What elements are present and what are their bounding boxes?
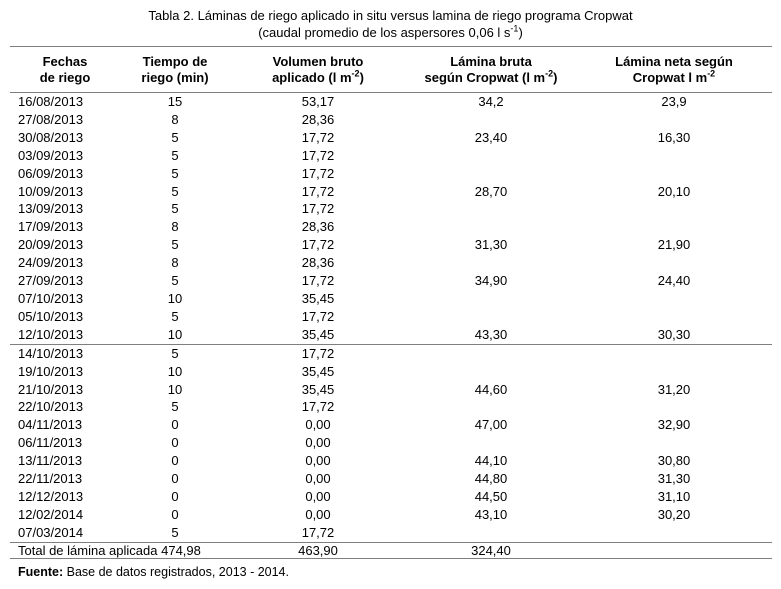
table-row <box>10 524 772 542</box>
cell-tiempo-riego: 0 <box>171 506 179 522</box>
cell-volumen-bruto: 17,72 <box>301 183 335 199</box>
cell-volumen-bruto: 0,00 <box>305 506 331 522</box>
cell-lamina-neta <box>576 308 772 326</box>
header-line: Tiempo de <box>142 54 208 69</box>
cell-fecha-de-riego: 03/09/2013 <box>18 147 84 163</box>
table-row <box>10 344 772 362</box>
header-superscript: -2 <box>351 68 360 79</box>
cell-volumen-bruto: 53,17 <box>301 94 335 109</box>
cell-lamina-neta: 16,30 <box>657 129 691 145</box>
cell-tiempo-riego: 5 <box>171 237 179 253</box>
total-lamina-bruta-value: 324,40 <box>406 542 576 558</box>
cell-fecha-de-riego: 13/09/2013 <box>18 201 84 217</box>
cell-volumen-bruto: 17,72 <box>301 524 335 540</box>
cell-lamina-neta <box>576 218 772 236</box>
cell-tiempo-riego: 10 <box>167 363 183 379</box>
cell-tiempo-riego: 5 <box>171 183 179 199</box>
irrigation-data-table <box>10 46 772 559</box>
cell-fecha-de-riego: 16/08/2013 <box>18 94 84 109</box>
table-row <box>10 416 772 434</box>
table-row <box>10 93 772 111</box>
cell-tiempo-riego: 0 <box>171 488 179 504</box>
total-tiempo-value: 474,98 <box>161 542 201 558</box>
source-note <box>18 565 289 580</box>
cell-volumen-bruto: 28,36 <box>301 111 335 127</box>
cell-tiempo-riego: 15 <box>167 94 183 109</box>
cell-fecha-de-riego: 07/03/2014 <box>18 524 84 540</box>
cell-tiempo-riego: 0 <box>171 471 179 487</box>
cell-lamina-neta <box>576 165 772 183</box>
cell-lamina-bruta: 34,2 <box>478 94 504 109</box>
cell-lamina-bruta: 43,10 <box>474 506 508 522</box>
table-row <box>10 272 772 290</box>
cell-lamina-neta <box>576 254 772 272</box>
cell-volumen-bruto: 35,45 <box>301 363 335 379</box>
cell-lamina-bruta <box>406 111 576 129</box>
cell-lamina-neta <box>576 200 772 218</box>
cell-lamina-neta <box>576 524 772 542</box>
cell-lamina-neta <box>576 111 772 129</box>
caption-line2-close: ) <box>518 25 523 40</box>
cell-fecha-de-riego: 20/09/2013 <box>18 237 84 253</box>
header-line: Fechas <box>42 54 88 69</box>
table-row <box>10 165 772 183</box>
cell-lamina-neta: 30,20 <box>657 506 691 522</box>
cell-lamina-neta <box>576 363 772 381</box>
cell-tiempo-riego: 5 <box>171 273 179 289</box>
cell-tiempo-riego: 5 <box>171 129 179 145</box>
table-row <box>10 200 772 218</box>
source-text: Base de datos registrados, 2013 - 2014. <box>63 565 289 579</box>
cell-fecha-de-riego: 05/10/2013 <box>18 308 84 324</box>
cell-lamina-bruta <box>406 524 576 542</box>
cell-tiempo-riego: 10 <box>167 381 183 397</box>
header-fechas-de-riego <box>10 47 120 93</box>
table-row <box>10 254 772 272</box>
cell-fecha-de-riego: 14/10/2013 <box>10 344 120 362</box>
table-row <box>10 129 772 147</box>
total-row <box>10 542 772 558</box>
table-row <box>10 308 772 326</box>
cell-tiempo-riego: 8 <box>171 255 179 271</box>
cell-lamina-neta: 23,9 <box>661 94 687 109</box>
cell-lamina-bruta <box>406 398 576 416</box>
cell-tiempo-riego: 5 <box>171 165 179 181</box>
table-row <box>10 111 772 129</box>
table-row <box>10 381 772 399</box>
cell-tiempo-riego: 5 <box>171 399 179 415</box>
header-lamina-neta <box>576 47 772 93</box>
cell-lamina-neta <box>576 344 772 362</box>
cell-lamina-bruta: 28,70 <box>474 183 508 199</box>
header-lamina-bruta <box>406 47 576 93</box>
cell-tiempo-riego: 8 <box>171 111 179 127</box>
cell-volumen-bruto: 0,00 <box>305 417 331 433</box>
cell-lamina-neta <box>576 398 772 416</box>
header-volumen-bruto <box>230 47 406 93</box>
total-lamina-neta-empty <box>576 542 772 558</box>
cell-lamina-neta <box>576 434 772 452</box>
cell-fecha-de-riego: 06/09/2013 <box>18 165 84 181</box>
table-caption <box>0 7 781 41</box>
cell-lamina-bruta <box>406 254 576 272</box>
cell-tiempo-riego: 5 <box>171 147 179 163</box>
table-row <box>10 290 772 308</box>
cell-volumen-bruto: 35,45 <box>301 326 335 342</box>
cell-fecha-de-riego: 24/09/2013 <box>18 255 84 271</box>
cell-volumen-bruto: 0,00 <box>305 435 331 451</box>
table-row <box>10 434 772 452</box>
cell-fecha-de-riego: 21/10/2013 <box>18 381 84 397</box>
cell-fecha-de-riego: 06/11/2013 <box>18 435 83 451</box>
header-superscript: -2 <box>545 68 554 79</box>
header-line: Cropwat l $m^{-2}$ <box>632 68 716 85</box>
cell-volumen-bruto: 17,72 <box>301 237 335 253</box>
cell-fecha-de-riego: 10/09/2013 <box>18 183 84 199</box>
cell-volumen-bruto: 17,72 <box>301 201 335 217</box>
header-superscript: -2 <box>707 68 716 79</box>
table-body <box>10 93 772 543</box>
cell-volumen-bruto: 17,72 <box>301 165 335 181</box>
cell-lamina-bruta: 43,30 <box>474 326 508 342</box>
table-row <box>10 236 772 254</box>
cell-lamina-bruta: 47,00 <box>474 417 508 433</box>
cell-volumen-bruto: 17,72 <box>301 308 335 324</box>
cell-lamina-bruta <box>406 363 576 381</box>
cell-lamina-bruta <box>406 290 576 308</box>
cell-lamina-bruta <box>406 434 576 452</box>
cell-fecha-de-riego: 07/10/2013 <box>18 290 84 306</box>
cell-volumen-bruto: 17,72 <box>301 273 335 289</box>
cell-lamina-bruta <box>406 218 576 236</box>
cell-fecha-de-riego: 22/11/2013 <box>18 471 83 487</box>
table-row <box>10 326 772 344</box>
caption-line2-text: (caudal promedio de los aspersores 0,06 l s <box>258 25 511 40</box>
cell-tiempo-riego: 0 <box>171 435 179 451</box>
cell-volumen-bruto: 35,45 <box>301 381 335 397</box>
header-line: riego (min) <box>141 69 209 85</box>
cell-lamina-bruta: 44,10 <box>474 453 508 469</box>
cell-lamina-neta <box>576 290 772 308</box>
cell-lamina-bruta <box>406 147 576 165</box>
table-row <box>10 488 772 506</box>
cell-lamina-bruta: 44,80 <box>474 471 508 487</box>
header-tiempo-de-riego <box>120 47 230 93</box>
caption-superscript: -1 <box>510 23 519 34</box>
cell-volumen-bruto: 0,00 <box>305 453 331 469</box>
cell-lamina-neta: 20,10 <box>657 183 691 199</box>
cell-fecha-de-riego: 19/10/2013 <box>18 363 84 379</box>
cell-lamina-bruta <box>406 344 576 362</box>
cell-lamina-neta: 24,40 <box>657 273 691 289</box>
cell-tiempo-riego: 5 <box>171 308 179 324</box>
cell-tiempo-riego: 0 <box>171 453 179 469</box>
cell-lamina-neta: 32,90 <box>657 417 691 433</box>
table-row <box>10 183 772 201</box>
cell-volumen-bruto: 17,72 <box>301 399 335 415</box>
cell-lamina-neta: 21,90 <box>657 237 691 253</box>
cell-tiempo-riego: 5 <box>171 201 179 217</box>
cell-fecha-de-riego: 12/10/2013 <box>18 326 84 342</box>
cell-tiempo-riego: 5 <box>120 344 230 362</box>
total-label-cell <box>10 542 230 558</box>
cell-fecha-de-riego: 27/08/2013 <box>18 111 84 127</box>
table-row <box>10 452 772 470</box>
total-volumen-value: 463,90 <box>230 542 406 558</box>
cell-volumen-bruto: 0,00 <box>305 488 331 504</box>
source-label: Fuente: <box>18 565 64 579</box>
header-line: de riego <box>39 69 91 85</box>
cell-tiempo-riego: 0 <box>171 417 179 433</box>
cell-volumen-bruto: 17,72 <box>301 147 335 163</box>
cell-fecha-de-riego: 12/02/2014 <box>18 506 84 522</box>
cell-lamina-neta: 31,30 <box>657 471 691 487</box>
cell-tiempo-riego: 8 <box>171 219 179 235</box>
table-row <box>10 470 772 488</box>
header-line: aplicado (l $m^{-2}$) <box>272 68 364 85</box>
header-line: según Cropwat (l $m^{-2}$) <box>424 68 558 85</box>
cell-tiempo-riego: 10 <box>167 326 183 342</box>
cell-lamina-bruta <box>406 200 576 218</box>
cell-lamina-bruta <box>406 308 576 326</box>
cell-lamina-neta: 31,10 <box>657 488 691 504</box>
cell-tiempo-riego: 10 <box>167 290 183 306</box>
table-row <box>10 506 772 524</box>
table-row <box>10 218 772 236</box>
cell-lamina-neta: 30,30 <box>657 326 691 342</box>
table-row <box>10 398 772 416</box>
cell-fecha-de-riego: 30/08/2013 <box>18 129 84 145</box>
cell-lamina-bruta: 31,30 <box>474 237 508 253</box>
cell-tiempo-riego: 5 <box>171 524 179 540</box>
cell-fecha-de-riego: 12/12/2013 <box>18 488 84 504</box>
table-caption-line2 <box>0 24 781 41</box>
header-line: Volumen bruto <box>272 54 364 69</box>
cell-lamina-neta <box>576 147 772 165</box>
cell-lamina-bruta: 44,50 <box>474 488 508 504</box>
header-row <box>10 47 772 93</box>
cell-lamina-neta: 31,20 <box>657 381 691 397</box>
cell-lamina-bruta: 23,40 <box>474 129 508 145</box>
cell-volumen-bruto: 28,36 <box>301 255 335 271</box>
cell-lamina-bruta <box>406 165 576 183</box>
cell-fecha-de-riego: 27/09/2013 <box>18 273 84 289</box>
cell-lamina-bruta: 44,60 <box>474 381 508 397</box>
cell-lamina-bruta: 34,90 <box>474 273 508 289</box>
cell-lamina-neta: 30,80 <box>657 453 691 469</box>
cell-volumen-bruto: 17,72 <box>301 129 335 145</box>
table-caption-line1: Tabla 2. Láminas de riego aplicado in situ versus lamina de riego programa Cropwat <box>148 8 633 23</box>
cell-volumen-bruto: 35,45 <box>301 290 335 306</box>
table-row <box>10 363 772 381</box>
header-line: Lámina neta según <box>615 54 733 69</box>
cell-fecha-de-riego: 04/11/2013 <box>18 417 83 433</box>
header-line: Lámina bruta <box>450 54 532 69</box>
cell-volumen-bruto: 28,36 <box>301 219 335 235</box>
total-label: Total de lámina aplicada <box>18 542 158 558</box>
cell-fecha-de-riego: 17/09/2013 <box>18 219 84 235</box>
cell-fecha-de-riego: 13/11/2013 <box>18 453 83 469</box>
cell-volumen-bruto: 0,00 <box>305 471 331 487</box>
table-row <box>10 147 772 165</box>
cell-fecha-de-riego: 22/10/2013 <box>18 399 84 415</box>
cell-volumen-bruto: 17,72 <box>230 344 406 362</box>
